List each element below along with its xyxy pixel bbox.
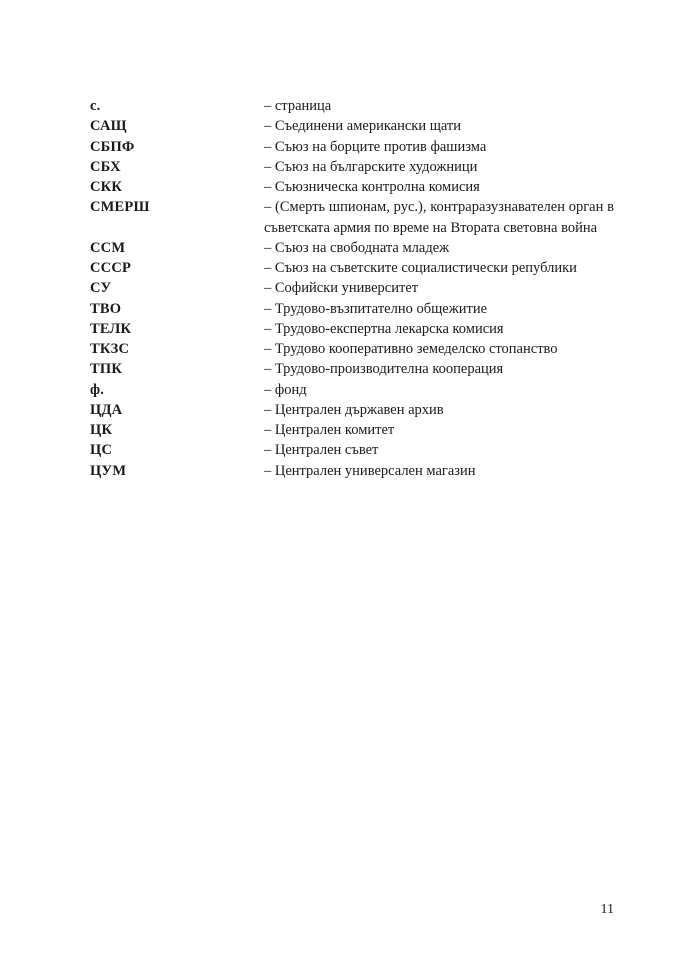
abbreviation-row <box>90 238 620 258</box>
abbreviation-definition: – Централен държавен архив <box>264 401 444 418</box>
abbreviation-definition: – Съюз на свободната младеж <box>264 239 450 256</box>
abbreviation-term: СМЕРШ <box>90 199 150 216</box>
abbreviation-row <box>90 400 620 420</box>
abbreviation-term: ТЕЛК <box>90 320 132 337</box>
abbreviation-definition: – Трудово кооперативно земеделско стопанство <box>264 341 558 357</box>
abbreviation-row <box>90 299 620 319</box>
abbreviation-definition: – Съюз на съветските социалистически републики <box>264 260 577 276</box>
abbreviation-definition: – Софийски университет <box>264 280 419 297</box>
abbreviation-definition: – Съединени американски щати <box>264 118 462 135</box>
abbreviation-term: ф. <box>90 381 105 398</box>
abbreviation-row <box>90 319 620 339</box>
abbreviation-row <box>90 380 620 400</box>
abbreviation-row <box>90 258 620 278</box>
abbreviation-term: СБПФ <box>90 138 135 155</box>
abbreviation-term: ТПК <box>90 361 123 378</box>
abbreviation-definition: – Трудово-производителна кооперация <box>264 361 504 378</box>
abbreviation-definition: – страница <box>264 98 332 114</box>
abbreviation-term: ТВО <box>90 300 122 317</box>
abbreviation-row <box>90 440 620 460</box>
abbreviation-term: с. <box>90 98 101 114</box>
abbreviation-row <box>90 420 620 440</box>
abbreviation-definition: – фонд <box>264 381 307 398</box>
abbreviation-definition: – Съюзническа контролна комисия <box>264 179 480 195</box>
abbreviation-row <box>90 359 620 379</box>
abbreviation-definition: – Централен съвет <box>264 442 379 459</box>
abbreviation-definition: – Централен универсален магазин <box>264 462 476 479</box>
abbreviation-term: ЦУМ <box>90 462 127 479</box>
abbreviation-row <box>90 278 620 298</box>
abbreviation-row <box>90 116 620 136</box>
abbreviation-row <box>90 96 620 116</box>
abbreviation-term: ЦДА <box>90 401 123 418</box>
abbreviation-row <box>90 157 620 177</box>
abbreviation-row <box>90 461 620 481</box>
abbreviation-row <box>90 177 620 197</box>
abbreviation-definition: – Съюз на българските художници <box>264 158 478 175</box>
abbreviation-term: СУ <box>90 280 112 297</box>
abbreviation-list <box>90 96 620 481</box>
abbreviation-definition: – Трудово-възпитателно общежитие <box>264 300 488 317</box>
abbreviation-term: СССР <box>90 260 132 276</box>
abbreviation-term: САЩ <box>90 118 127 135</box>
abbreviation-row <box>90 197 620 238</box>
abbreviation-term: СКК <box>90 179 123 195</box>
abbreviation-row <box>90 137 620 157</box>
abbreviation-definition: – Централен комитет <box>264 422 395 438</box>
abbreviation-row <box>90 339 620 359</box>
abbreviation-term: ЦС <box>90 442 113 459</box>
abbreviation-definition: – Съюз на борците против фашизма <box>264 138 487 155</box>
abbreviation-definition: – Трудово-експертна лекарска комисия <box>264 320 504 337</box>
page-number: 11 <box>600 902 614 917</box>
abbreviation-term: СБХ <box>90 158 121 175</box>
abbreviation-definition: – (Смерть шпионам, рус.), контраразузнавателен орган в съветската армия по време на Втората световна война <box>264 199 614 236</box>
abbreviation-term: ЦК <box>90 422 113 438</box>
abbreviation-term: ТКЗС <box>90 341 130 357</box>
abbreviation-term: ССМ <box>90 239 126 256</box>
